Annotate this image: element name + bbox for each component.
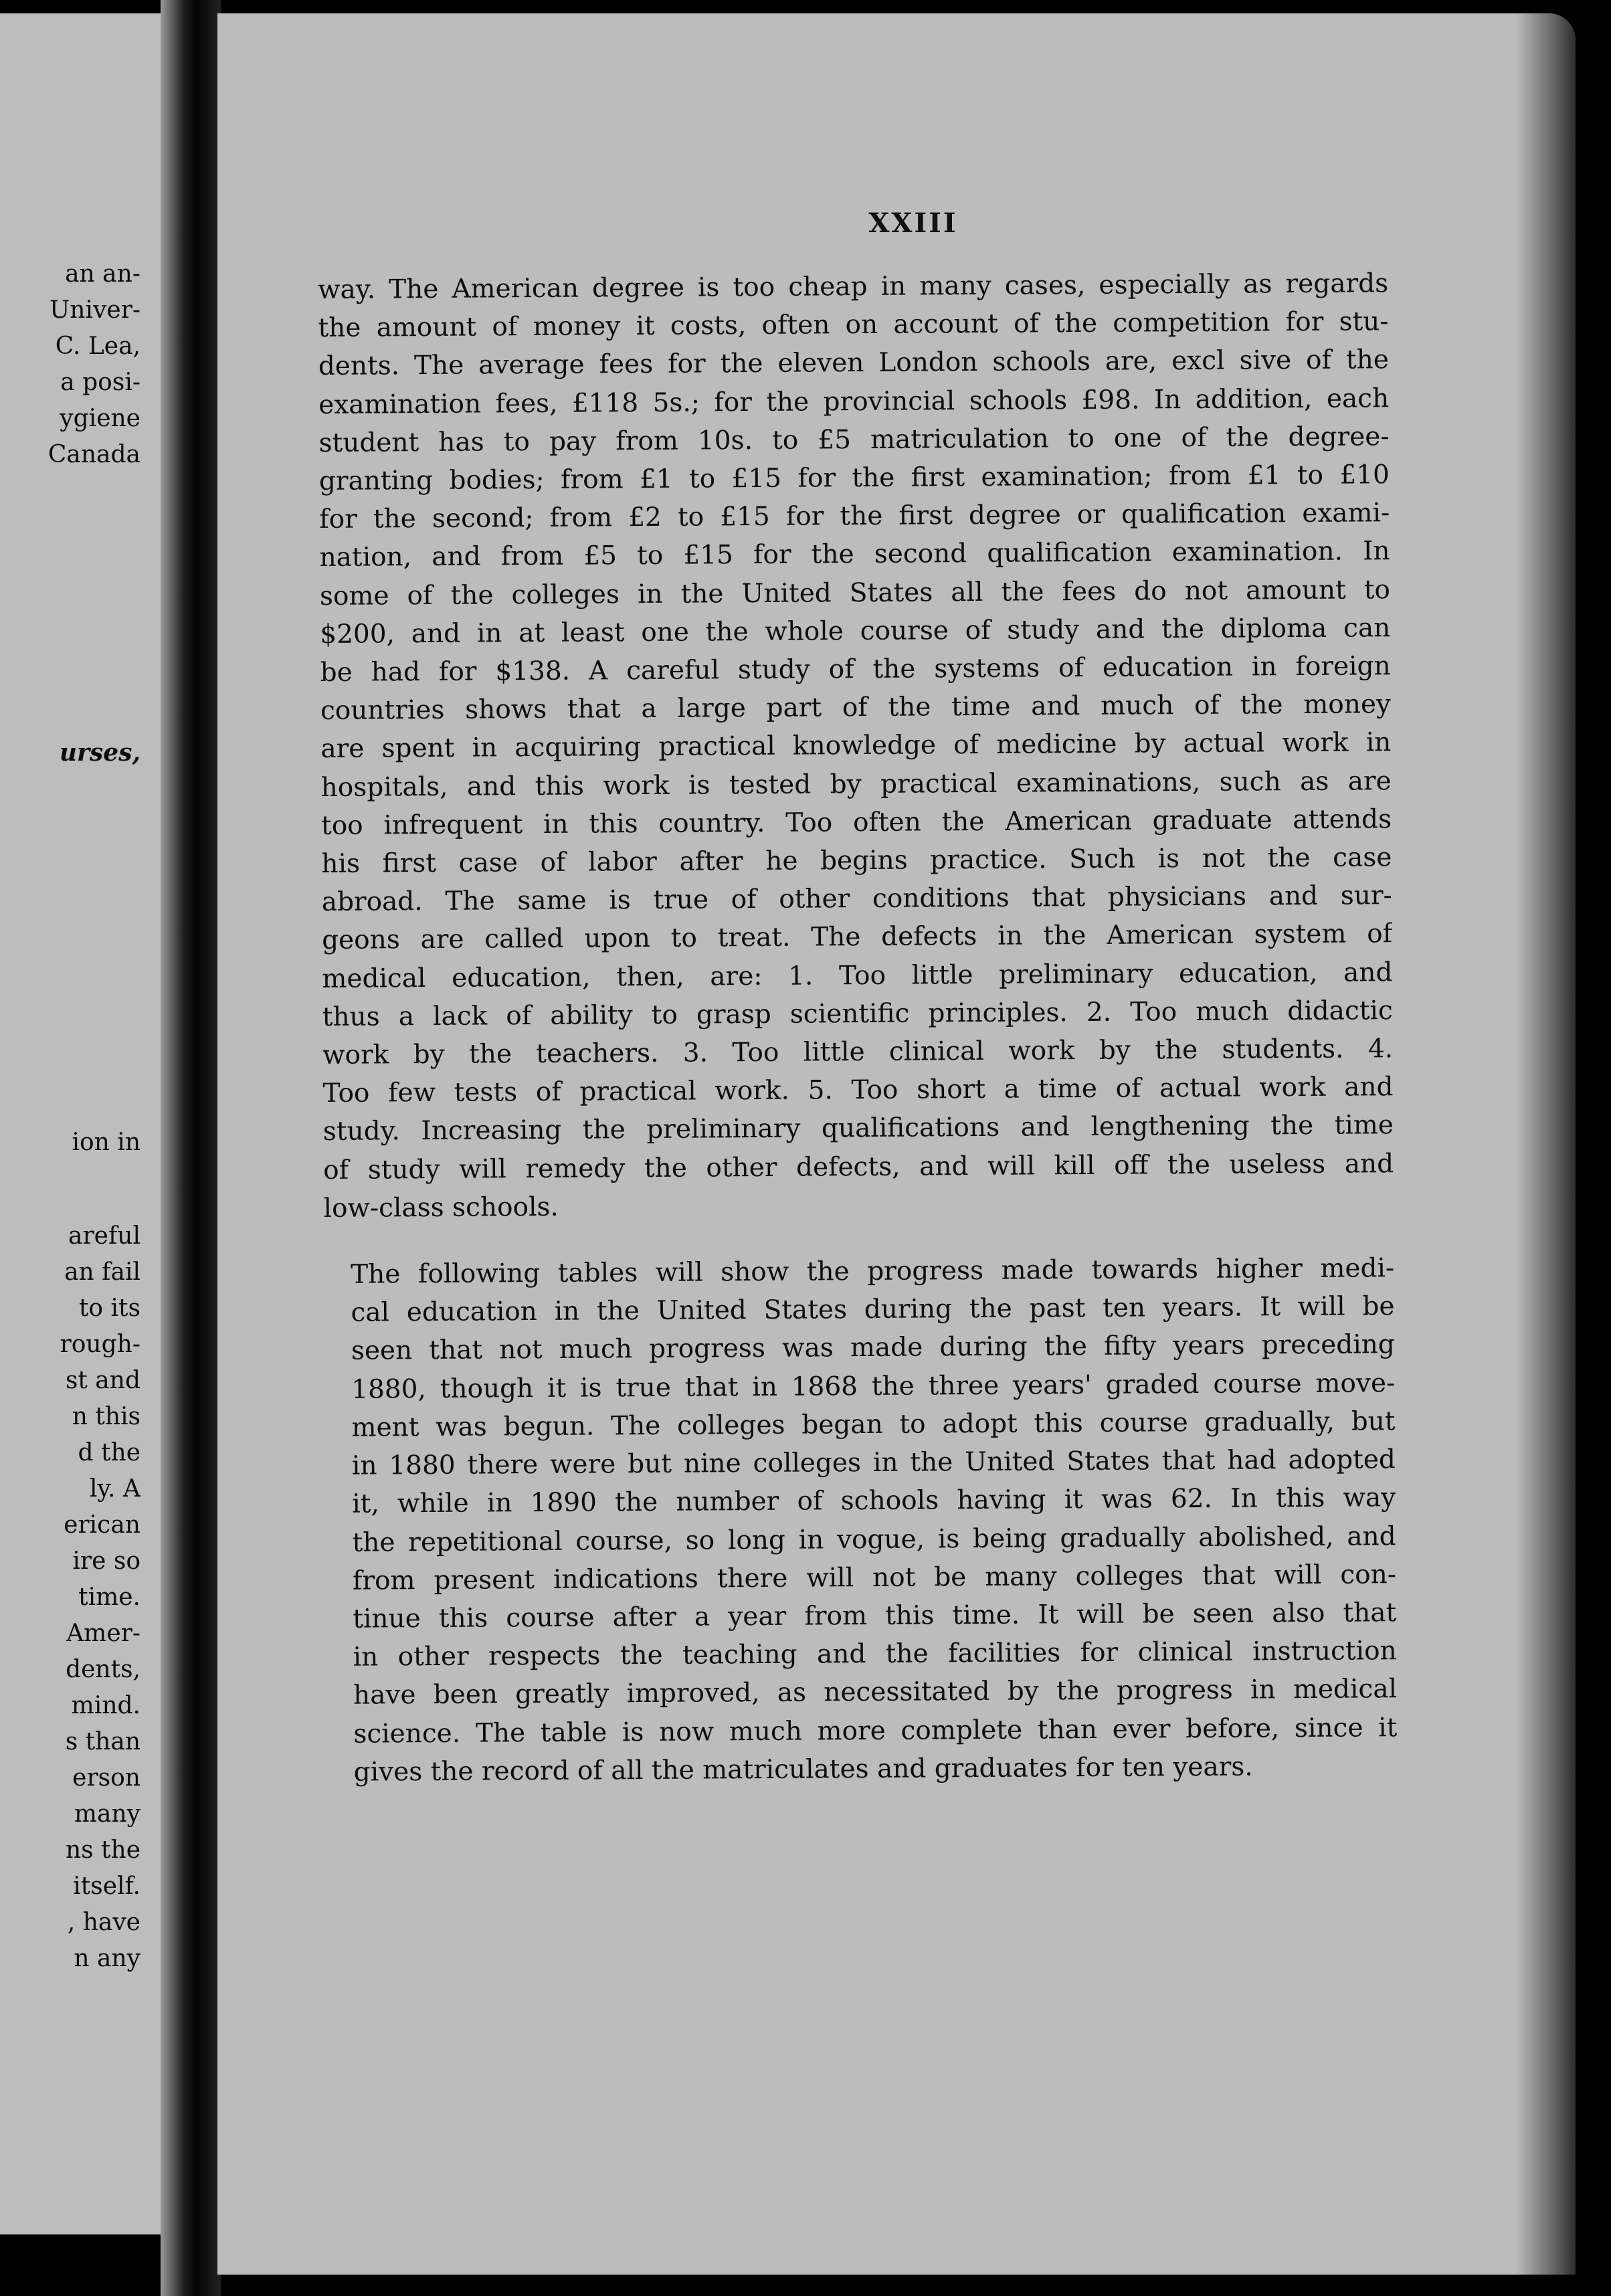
text-line: work by the teachers. 3. Too little clinical work by the students. 4. xyxy=(322,1034,1394,1071)
left-page-fragment: many xyxy=(74,1800,140,1828)
text-line: for the second; from £2 to £15 for the first degree or qualification exami- xyxy=(319,498,1390,535)
body-text xyxy=(318,264,1398,1792)
text-line: low-class schools. xyxy=(323,1191,559,1224)
text-line: geons are called upon to treat. The defects in the American system of xyxy=(321,919,1393,956)
text-line: too infrequent in this country. Too often the American graduate attends xyxy=(320,804,1392,841)
text-line: abroad. The same is true of other conditions that physicians and sur- xyxy=(321,880,1392,918)
left-page-fragment: areful xyxy=(68,1222,140,1250)
left-page-fragment: dents, xyxy=(66,1656,140,1683)
text-line: are spent in acquiring practical knowledge of medicine by actual work in xyxy=(320,727,1392,765)
text-line: his first case of labor after he begins practice. Such is not the case xyxy=(321,842,1392,880)
left-page-fragment: ns the xyxy=(65,1836,140,1864)
text-line: cal education in the United States during the past ten years. It will be xyxy=(351,1291,1395,1329)
text-line: way. The American degree is too cheap in many cases, especially as regards xyxy=(318,268,1389,305)
text-line: medical education, then, are: 1. Too little preliminary education, and xyxy=(322,957,1393,994)
left-page-fragment: st and xyxy=(65,1367,140,1394)
left-page-fragment: C. Lea, xyxy=(55,332,140,360)
text-line: tinue this course after a year from this time. It will be seen also that xyxy=(353,1598,1397,1634)
text-line: dents. The average fees for the eleven London schools are, excl sive of the xyxy=(318,345,1389,382)
text-line: examination fees, £118 5s.; for the provincial schools £98. In addition, each xyxy=(318,383,1390,420)
main-page xyxy=(217,13,1576,2275)
left-page-fragment: an an- xyxy=(65,260,140,288)
text-line: gives the record of all the matriculates and graduates for ten years. xyxy=(353,1751,1253,1788)
paragraph-1 xyxy=(318,264,1394,1228)
left-page-fragment: erican xyxy=(64,1511,140,1539)
left-page-fragment: s than xyxy=(65,1728,140,1755)
left-page-fragment: n any xyxy=(74,1945,140,1972)
text-line: student has to pay from 10s. to £5 matriculation to one of the degree- xyxy=(318,421,1390,458)
left-page-fragment: itself. xyxy=(73,1873,140,1900)
text-line: The following tables will show the progress made towards higher medi- xyxy=(351,1253,1395,1290)
left-page-fragment: time. xyxy=(78,1584,140,1611)
text-line: science. The table is now much more complete than ever before, since it xyxy=(353,1712,1398,1749)
left-page-fragment: a posi- xyxy=(60,369,140,396)
text-line: have been greatly improved, as necessitated by the progress in medical xyxy=(353,1674,1398,1711)
text-line: of study will remedy the other defects, and will kill off the useless and xyxy=(323,1148,1394,1185)
page-number: XXIII xyxy=(868,207,958,239)
paragraph-2 xyxy=(324,1249,1398,1792)
left-page-fragment: Amer- xyxy=(66,1620,140,1647)
left-page-fragment: mind. xyxy=(71,1692,140,1719)
text-line: it, while in 1890 the number of schools having it was 62. In this way xyxy=(352,1482,1396,1520)
left-page-fragment: ygiene xyxy=(60,405,140,432)
text-line: the amount of money it costs, often on account of the competition for stu- xyxy=(318,306,1389,344)
left-page-fragment: n this xyxy=(72,1403,140,1430)
text-line: be had for $138. A careful study of the systems of education in foreign xyxy=(320,651,1391,688)
text-line: from present indications there will not be many colleges that will con- xyxy=(352,1559,1397,1596)
left-page-fragment: ire so xyxy=(72,1547,140,1575)
text-line: granting bodies; from £1 to £15 for the first examination; from £1 to £10 xyxy=(318,460,1390,497)
text-line: Too few tests of practical work. 5. Too short a time of actual work and xyxy=(322,1072,1394,1109)
left-page-fragment: ly. A xyxy=(90,1475,140,1503)
text-line: seen that not much progress was made during the fifty years preceding xyxy=(351,1329,1395,1367)
right-page-edge xyxy=(1576,0,1611,2296)
text-line: study. Increasing the preliminary qualifications and lengthening the time xyxy=(322,1110,1394,1147)
text-line: nation, and from £5 to £15 for the second qualification examination. In xyxy=(319,536,1390,573)
left-page-fragment: , have xyxy=(67,1909,140,1936)
text-line: the repetitional course, so long in vogue, is being gradually abolished, and xyxy=(352,1521,1396,1558)
text-line: in other respects the teaching and the facilities for clinical instruction xyxy=(353,1636,1397,1672)
text-line: hospitals, and this work is tested by practical examinations, such as are xyxy=(320,765,1392,803)
left-page-fragment: urses, xyxy=(59,739,140,767)
text-line: some of the colleges in the United States all the fees do not amount to xyxy=(319,574,1391,611)
left-page-fragment: Canada xyxy=(48,441,140,468)
left-page-fragment: ion in xyxy=(72,1129,140,1156)
text-line: countries shows that a large part of the time and much of the money xyxy=(320,689,1392,727)
left-page-fragment: d the xyxy=(78,1439,140,1466)
text-line: $200, and in at least one the whole course of study and the diploma can xyxy=(320,613,1391,650)
left-page-fragment: an fail xyxy=(64,1258,140,1286)
text-line: 1880, though it is true that in 1868 the three years' graded course move- xyxy=(351,1367,1396,1405)
left-page-fragment: rough- xyxy=(60,1331,140,1358)
text-line: in 1880 there were but nine colleges in the United States that had adopted xyxy=(351,1444,1396,1481)
left-page-fragment: erson xyxy=(72,1764,140,1792)
book-gutter xyxy=(161,0,221,2296)
text-line: thus a lack of ability to grasp scientific principles. 2. Too much didactic xyxy=(322,995,1393,1032)
text-line: ment was begun. The colleges began to adopt this course gradually, but xyxy=(351,1406,1396,1443)
left-page-fragment: Univer- xyxy=(49,296,140,324)
left-page-fragment: to its xyxy=(78,1295,140,1322)
